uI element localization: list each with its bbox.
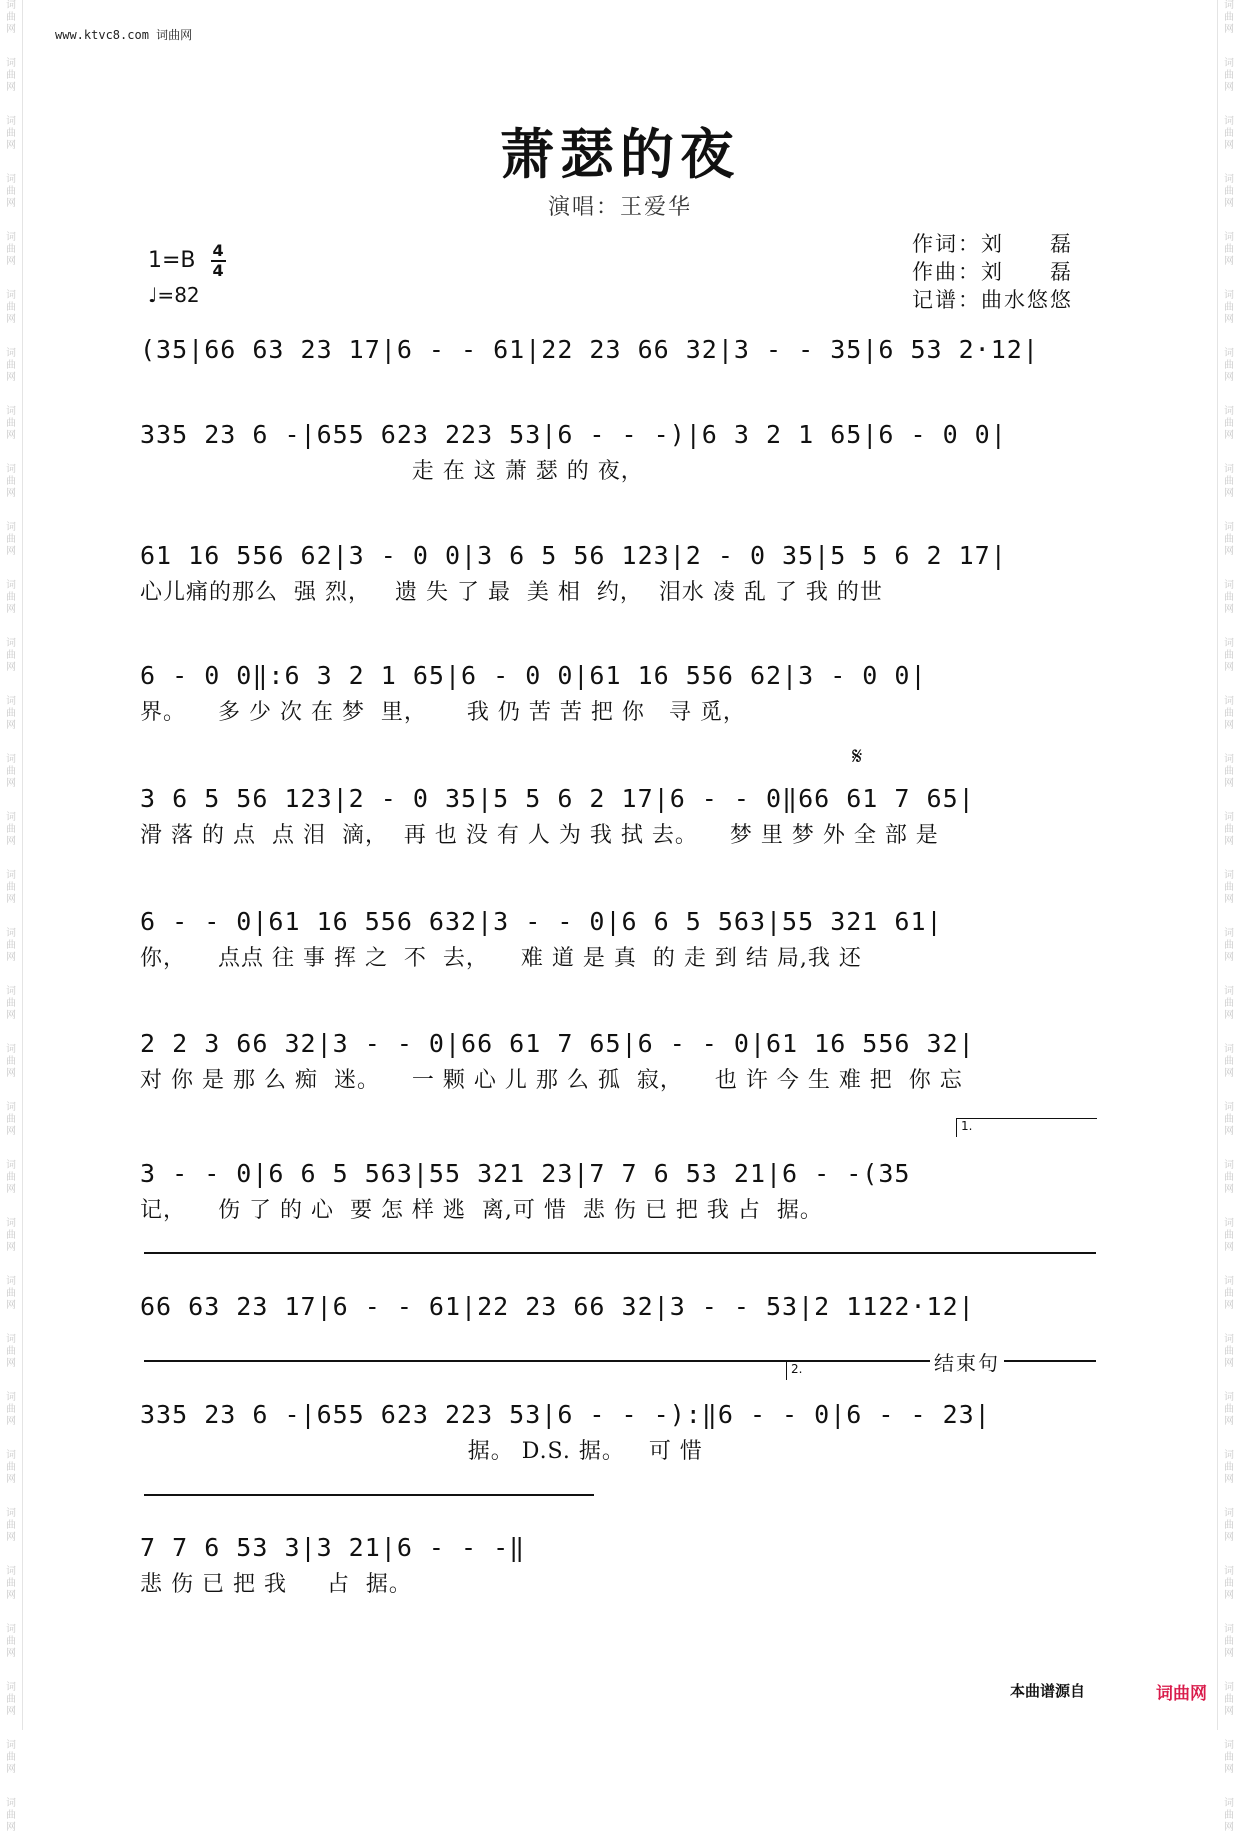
notation-line: 66 63 23 17|6 - - 61|22 23 66 32|3 - - 53|2 1122·12| <box>140 1292 975 1321</box>
time-signature-numerator: 4 <box>212 241 224 260</box>
watermark-text: 词 曲 网 <box>6 696 16 731</box>
lyric-line: 记， 伤 了 的 心 要 怎 样 逃 离,可 惜 悲 伤 已 把 我 占 据。 <box>140 1198 823 1223</box>
watermark-text: 词 曲 网 <box>6 232 16 267</box>
key-label: 1=B <box>148 248 196 273</box>
watermark-text: 词 曲 网 <box>1224 1508 1234 1543</box>
time-signature-denominator: 4 <box>212 261 224 280</box>
ending-section-label: 结束句 <box>930 1347 1004 1376</box>
lyric-line: 心儿痛的那么 强 烈， 遗 失 了 最 美 相 约， 泪水 凌 乱 了 我 的世 <box>140 580 883 605</box>
watermark-text: 词 曲 网 <box>1224 638 1234 673</box>
score-system-1 <box>140 330 1100 404</box>
watermark-text: 词 曲 网 <box>6 1566 16 1601</box>
notation-line: 6 - 0 0‖:6 3 2 1 65|6 - 0 0|61 16 556 62|3 - 0 0| <box>140 661 927 690</box>
lyric-line: 界。 多 少 次 在 梦 里， 我 仍 苦 苦 把 你 寻 觅， <box>140 700 746 725</box>
watermark-text: 词 曲 网 <box>6 1044 16 1079</box>
watermark-text: 词 曲 网 <box>6 464 16 499</box>
volta-bracket-1 <box>956 1118 1097 1137</box>
watermark-text: 词 曲 网 <box>6 1102 16 1137</box>
watermark-text: 词 曲 网 <box>1224 580 1234 615</box>
transcriber-credit: 记谱：曲水悠悠 <box>912 288 1073 312</box>
lyricist-credit: 作词：刘 磊 <box>912 232 1073 256</box>
watermark-text: 词 曲 网 <box>1224 1218 1234 1253</box>
coda-bracket-line <box>144 1494 594 1496</box>
score-system-4 <box>140 656 1100 730</box>
watermark-text: 词 曲 网 <box>1224 464 1234 499</box>
watermark-text: 词 曲 网 <box>6 928 16 963</box>
brand-link[interactable]: 词曲网 <box>1156 1684 1207 1704</box>
lyric-line: 走 在 这 萧 瑟 的 夜， <box>140 459 644 484</box>
watermark-text: 词 曲 网 <box>1224 174 1234 209</box>
watermark-text: 词 曲 网 <box>1224 1102 1234 1137</box>
watermark-text: 词 曲 网 <box>1224 812 1234 847</box>
watermark-text: 词 曲 网 <box>6 986 16 1021</box>
notation-line: 335 23 6 -|655 623 223 53|6 - - -):‖6 - - 0|6 - - 23| <box>140 1400 991 1429</box>
tempo-marking: ♩=82 <box>148 283 200 307</box>
notation-line: 3 - - 0|6 6 5 563|55 321 23|7 7 6 53 21|6 - -(35 <box>140 1159 911 1188</box>
watermark-text: 词 曲 网 <box>6 812 16 847</box>
site-url[interactable]: www.ktvc8.com 词曲网 <box>55 28 193 42</box>
watermark-text: 词 曲 网 <box>1224 1740 1234 1775</box>
singer-credit: 演唱：王爱华 <box>547 195 692 220</box>
watermark-text: 词 曲 网 <box>1224 348 1234 383</box>
watermark-text: 词 曲 网 <box>6 290 16 325</box>
watermark-text: 词 曲 网 <box>6 870 16 905</box>
watermark-text: 词 曲 网 <box>6 754 16 789</box>
watermark-text: 词 曲 网 <box>6 580 16 615</box>
watermark-text: 词 曲 网 <box>6 406 16 441</box>
watermark-text: 词 曲 网 <box>6 1392 16 1427</box>
volta-1-label: 1. <box>961 1119 973 1133</box>
watermark-text: 词 曲 网 <box>1224 1624 1234 1659</box>
watermark-text: 词 曲 网 <box>6 1740 16 1775</box>
time-signature <box>211 242 226 280</box>
watermark-text: 词 曲 网 <box>1224 928 1234 963</box>
lyric-line: 你， 点点 往 事 挥 之 不 去， 难 道 是 真 的 走 到 结 局,我 还 <box>140 946 862 971</box>
watermark-text: 词 曲 网 <box>6 522 16 557</box>
volta-bracket-2 <box>786 1362 927 1380</box>
watermark-text: 词 曲 网 <box>1224 1160 1234 1195</box>
watermark-text: 词 曲 网 <box>1224 1334 1234 1369</box>
right-watermark-strip <box>1217 0 1240 1833</box>
watermark-text: 词 曲 网 <box>1224 1450 1234 1485</box>
source-note: 本曲谱源自 <box>1010 1682 1086 1700</box>
watermark-text: 词 曲 网 <box>6 1682 16 1717</box>
watermark-text: 词 曲 网 <box>6 1624 16 1659</box>
watermark-text: 词 曲 网 <box>1224 406 1234 441</box>
notation-line: (35|66 63 23 17|6 - - 61|22 23 66 32|3 - - 35|6 53 2·12| <box>140 335 1039 364</box>
score-system-8 <box>140 1154 1100 1228</box>
watermark-text: 词 曲 网 <box>6 58 16 93</box>
watermark-text: 词 曲 网 <box>1224 870 1234 905</box>
watermark-text: 词 曲 网 <box>1224 1566 1234 1601</box>
score-system-11 <box>140 1528 1100 1602</box>
watermark-text: 词 曲 网 <box>1224 1276 1234 1311</box>
lyric-line: 滑 落 的 点 点 泪 滴， 再 也 没 有 人 为 我 拭 去。 梦 里 梦 外 全 部 是 <box>140 823 939 848</box>
key-signature <box>148 242 226 280</box>
segno-sign: 𝄋 <box>852 742 863 770</box>
volta-2-label: 2. <box>791 1362 803 1376</box>
watermark-text: 词 曲 网 <box>6 1276 16 1311</box>
notation-line: 3 6 5 56 123|2 - 0 35|5 5 6 2 17|6 - - 0‖66 61 7 65| <box>140 784 975 813</box>
watermark-text: 词 曲 网 <box>1224 116 1234 151</box>
notation-line: 2 2 3 66 32|3 - - 0|66 61 7 65|6 - - 0|61 16 556 32| <box>140 1029 975 1058</box>
watermark-text: 词 曲 网 <box>6 348 16 383</box>
score-system-10 <box>140 1395 1100 1469</box>
watermark-text: 词 曲 网 <box>1224 58 1234 93</box>
lyric-line: 据。 D.S. 据。 可 惜 <box>140 1439 703 1464</box>
song-title: 萧瑟的夜 <box>500 122 740 186</box>
notation-line: 6 - - 0|61 16 556 632|3 - - 0|6 6 5 563|55 321 61| <box>140 907 943 936</box>
score-system-6 <box>140 902 1100 976</box>
watermark-text: 词 曲 网 <box>6 1798 16 1833</box>
volta-continuation-line <box>144 1252 1096 1254</box>
watermark-text: 词 曲 网 <box>6 174 16 209</box>
watermark-text: 词 曲 网 <box>1224 986 1234 1021</box>
watermark-text: 词 曲 网 <box>6 116 16 151</box>
watermark-text: 词 曲 网 <box>1224 0 1234 35</box>
watermark-text: 词 曲 网 <box>1224 232 1234 267</box>
notation-line: 7 7 6 53 3|3 21|6 - - -‖ <box>140 1533 526 1562</box>
watermark-text: 词 曲 网 <box>6 1334 16 1369</box>
composer-credit: 作曲：刘 磊 <box>912 260 1073 284</box>
credits-block <box>912 230 1073 314</box>
watermark-text: 词 曲 网 <box>1224 1798 1234 1833</box>
lyric-line: 对 你 是 那 么 痴 迷。 一 颗 心 儿 那 么 孤 寂， 也 许 今 生 难 把 你 忘 <box>140 1068 963 1093</box>
watermark-text: 词 曲 网 <box>6 638 16 673</box>
lyric-line: 悲 伤 已 把 我 占 据。 <box>140 1572 412 1597</box>
score-system-2 <box>140 415 1100 489</box>
score-system-9 <box>140 1287 1100 1327</box>
notation-line: 335 23 6 -|655 623 223 53|6 - - -)|6 3 2 1 65|6 - 0 0| <box>140 420 1007 449</box>
watermark-text: 词 曲 网 <box>6 1218 16 1253</box>
notation-line: 61 16 556 62|3 - 0 0|3 6 5 56 123|2 - 0 35|5 5 6 2 17| <box>140 541 1007 570</box>
watermark-text: 词 曲 网 <box>1224 1044 1234 1079</box>
watermark-text: 词 曲 网 <box>1224 522 1234 557</box>
score-system-3 <box>140 536 1100 610</box>
watermark-text: 词 曲 网 <box>6 1160 16 1195</box>
watermark-text: 词 曲 网 <box>6 1508 16 1543</box>
lyric-line <box>140 370 1100 404</box>
left-watermark-strip <box>0 0 23 1833</box>
watermark-text: 词 曲 网 <box>1224 1682 1234 1717</box>
watermark-text: 词 曲 网 <box>1224 290 1234 325</box>
watermark-text: 词 曲 网 <box>1224 1392 1234 1427</box>
watermark-text: 词 曲 网 <box>6 1450 16 1485</box>
watermark-text: 词 曲 网 <box>6 0 16 35</box>
score-system-7 <box>140 1024 1100 1098</box>
watermark-text: 词 曲 网 <box>1224 754 1234 789</box>
watermark-text: 词 曲 网 <box>1224 696 1234 731</box>
score-system-5 <box>140 779 1100 853</box>
